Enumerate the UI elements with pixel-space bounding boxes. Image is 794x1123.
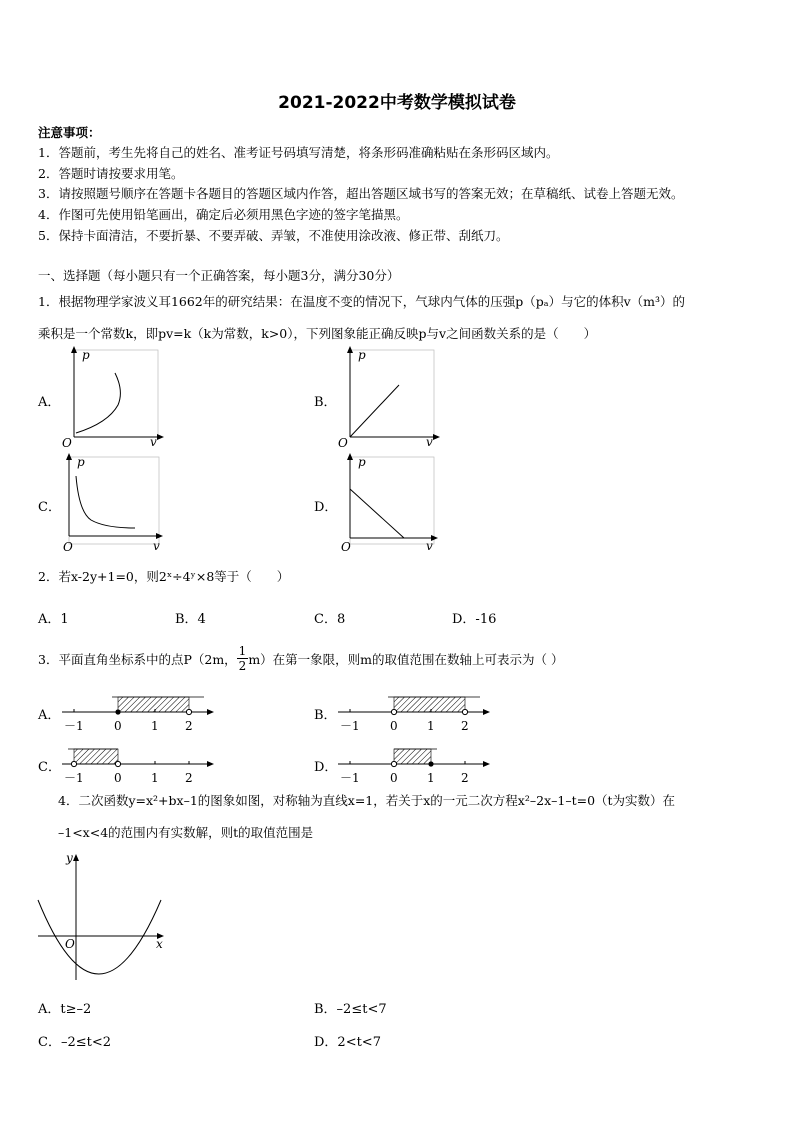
q4-stem-line2: –1<x<4的范围内有实数解，则t的取值范围是	[58, 825, 314, 840]
graph-d-y-label: p	[358, 455, 366, 469]
q3-numberline-c	[58, 740, 218, 788]
q3-fraction	[237, 644, 249, 673]
notice-item: 4．作图可先使用铅笔画出，确定后必须用黑色字迹的签字笔描黑。	[38, 207, 409, 222]
q4-origin: O	[65, 937, 75, 951]
q3-numberline-b	[334, 688, 494, 736]
q4-option-b: B．–2≤t<7	[314, 1002, 387, 1017]
tick-label: 0	[114, 771, 122, 785]
q2-option-c: C．8	[314, 612, 346, 627]
graph-c-origin: O	[63, 540, 73, 554]
q4-parabola-graph	[36, 848, 176, 984]
tick-label: 1	[151, 771, 159, 785]
tick-label: －1	[64, 719, 84, 733]
q3-frac-denominator: 2	[238, 659, 247, 673]
notice-item: 3．请按照题号顺序在答题卡各题目的答题区域内作答，超出答题区域书写的答案无效；在草稿纸、试卷上答题无效。	[38, 186, 684, 201]
graph-a-y-label: p	[82, 348, 90, 362]
tick-label: －1	[340, 771, 360, 785]
q3-option-b-label: B．	[314, 708, 337, 723]
q4-option-c: C．–2≤t<2	[38, 1035, 111, 1050]
tick-label: 0	[390, 719, 398, 733]
q3-numberline-a	[58, 688, 218, 736]
graph-b-y-label: p	[358, 348, 366, 362]
q3-option-d-label: D．	[314, 760, 338, 775]
q2-option-a: A．1	[38, 612, 69, 627]
q4-option-a: A．t≥–2	[38, 1002, 92, 1017]
q1-graph-c	[55, 452, 170, 554]
graph-c-x-label: v	[153, 539, 160, 553]
tick-label: 2	[185, 719, 193, 733]
q1-option-c-label: C．	[38, 500, 61, 515]
graph-a-origin: O	[62, 436, 72, 450]
graph-d-x-label: v	[426, 539, 433, 553]
graph-a-x-label: v	[150, 435, 157, 449]
graph-b-origin: O	[338, 436, 348, 450]
q4-y-label: y	[66, 851, 73, 865]
q4-stem-line1: 4．二次函数y=x²+bx–1的图象如图，对称轴为直线x=1，若关于x的一元二次方程x²–2x–1–t=0（t为实数）在	[58, 793, 676, 808]
tick-label: 0	[114, 719, 122, 733]
q1-option-b-label: B．	[314, 395, 337, 410]
notice-item: 1．答题前，考生先将自己的姓名、准考证号码填写清楚，将条形码准确粘贴在条形码区域内。	[38, 145, 559, 160]
notice-item: 5．保持卡面清洁，不要折暴、不要弄破、弄皱，不准使用涂改液、修正带、刮纸刀。	[38, 228, 509, 243]
q3-stem-before: 3．平面直角坐标系中的点P（2m，	[38, 651, 237, 667]
notice-heading: 注意事项：	[38, 125, 101, 140]
tick-label: 1	[151, 719, 159, 733]
graph-b-x-label: v	[426, 435, 433, 449]
q3-option-a-label: A．	[38, 708, 61, 723]
q3-stem-after: m）在第一象限，则m的取值范围在数轴上可表示为（ ）	[248, 651, 564, 667]
graph-d-origin: O	[341, 540, 351, 554]
q3-stem	[38, 644, 564, 673]
q1-graph-a	[60, 345, 170, 450]
q4-option-d: D．2<t<7	[314, 1035, 381, 1050]
q3-frac-numerator: 1	[238, 644, 247, 658]
tick-label: －1	[340, 719, 360, 733]
tick-label: －1	[64, 771, 84, 785]
tick-label: 0	[390, 771, 398, 785]
q4-x-label: x	[156, 937, 163, 951]
q1-option-d-label: D．	[314, 500, 338, 515]
graph-c-y-label: p	[77, 455, 85, 469]
tick-label: 2	[461, 771, 469, 785]
tick-label: 2	[461, 719, 469, 733]
q1-stem-line2: 乘积是一个常数k，即pv=k（k为常数，k>0），下列图象能正确反映p与v之间函数关系的是（ ）	[38, 326, 597, 341]
q2-stem: 2．若x-2y+1=0，则2ˣ÷4ʸ×8等于（ ）	[38, 569, 290, 584]
q1-option-a-label: A．	[38, 395, 61, 410]
q1-graph-b	[336, 345, 446, 450]
tick-label: 2	[185, 771, 193, 785]
section-heading: 一、选择题（每小题只有一个正确答案，每小题3分，满分30分）	[38, 268, 400, 283]
notice-item: 2．答题时请按要求用笔。	[38, 166, 184, 181]
q3-option-c-label: C．	[38, 760, 61, 775]
page-title: 2021-2022中考数学模拟试卷	[278, 93, 516, 113]
q2-option-d: D．-16	[452, 612, 497, 627]
tick-label: 1	[427, 719, 435, 733]
q3-numberline-d	[334, 740, 494, 788]
q2-option-b: B．4	[175, 612, 206, 627]
q1-graph-d	[336, 452, 446, 554]
q1-stem-line1: 1．根据物理学家波义耳1662年的研究结果：在温度不变的情况下，气球内气体的压强p（pₐ）与它的体积v（m³）的	[38, 294, 686, 309]
tick-label: 1	[427, 771, 435, 785]
